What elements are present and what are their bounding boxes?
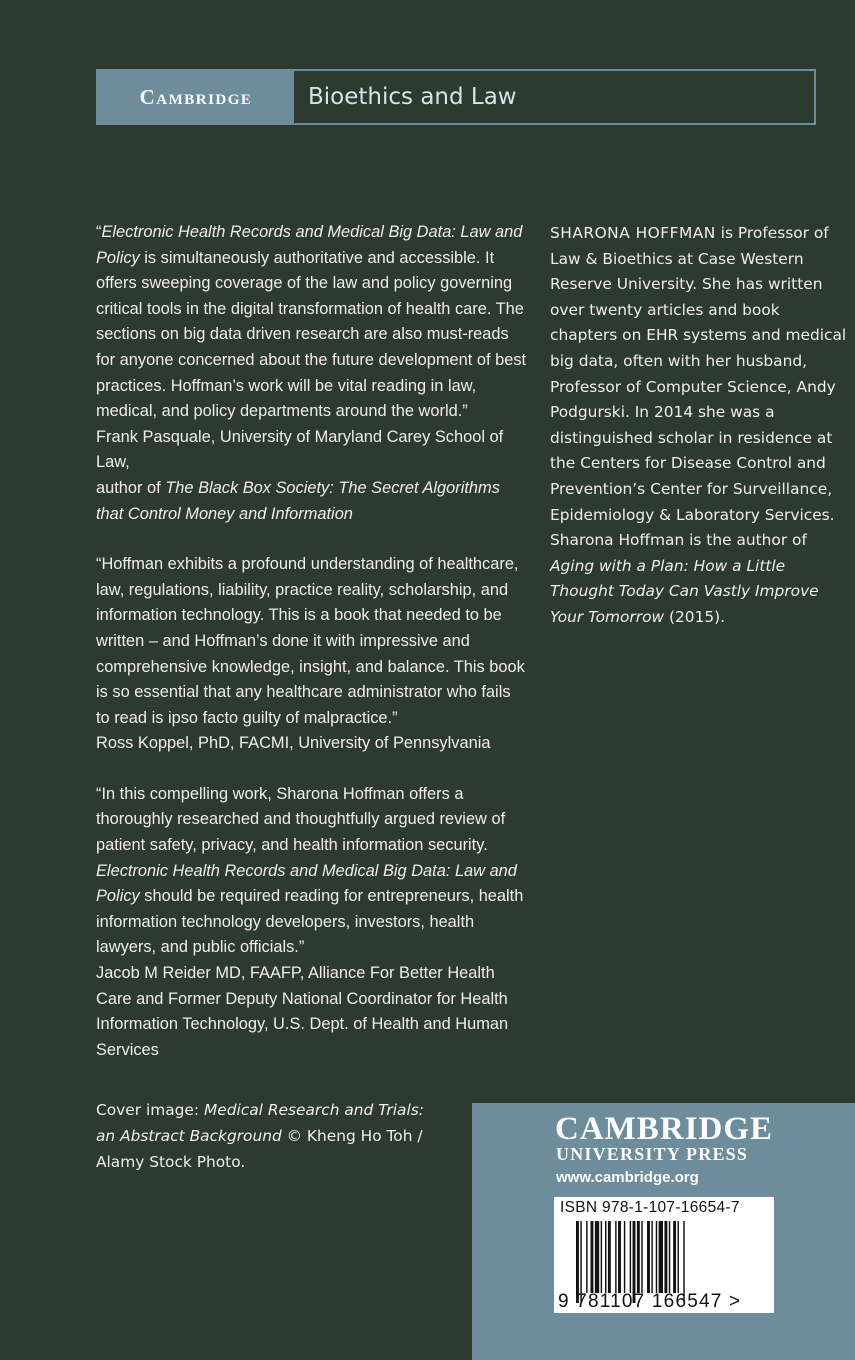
endorsement-3-book-title: Electronic Health Records and Medical Big Data: Law and Policy — [96, 861, 517, 906]
publisher-logo-name: CAMBRIDGE — [555, 1111, 774, 1147]
endorsement-3-quote-end: should be required reading for entrepreneurs, health information technology developers, investors, health lawyers, and public officials.” — [96, 887, 524, 957]
author-other-book: Aging with a Plan: How a Little Thought Today Can Vastly Improve Your Tomorrow — [550, 556, 819, 626]
endorsement-3-quote-start: “In this compelling work, Sharona Hoffman offers a thoroughly researched and thoughtfully argued review of patient safety, privacy, and health information security. — [96, 784, 506, 855]
endorsement-1-attribution-book: The Black Box Society: The Secret Algorithms that Control Money and Information — [96, 478, 500, 523]
series-name: Bioethics and Law — [308, 84, 517, 110]
publisher-panel — [472, 1103, 855, 1360]
endorsement-1-attribution: Frank Pasquale, University of Maryland Carey School of Law, — [96, 427, 504, 472]
endorsement-3-attribution: Jacob M Reider MD, FAAFP, Alliance For Better Health Care and Former Deputy National Coordinator for Health Information Technology, U.S. Dept. of Health and Human Services — [96, 964, 509, 1059]
endorsement-3 — [96, 782, 528, 1064]
author-bio-text: is Professor of Law & Bioethics at Case Western Reserve University. She has written over twenty articles and book chapters on EHR systems and medical big data, often with her husband, Professor of Computer Science, Andy Podgurski. In 2014 she was a distinguished scholar in residence at the Centers for Disease Control and Prevention’s Center for Surveillance, Epidemiology & Laboratory Services. Sharona Hoffman is the author of — [550, 224, 847, 550]
barcode-digits: 9 781107 166547 > — [558, 1291, 742, 1312]
endorsement-1-quote-open: “ — [96, 223, 102, 241]
endorsement-1-book-title: Electronic Health Records and Medical Big Data: Law and Policy — [96, 223, 523, 267]
endorsement-1-quote: is simultaneously authoritative and accessible. It offers sweeping coverage of the law and policy governing critical tools in the digital transformation of health care. The sections on big data driven research are also must-reads for anyone concerned about the future development of best practices. Hoffman’s work will be vital reading in law, medical, and policy departments around the world.” — [96, 248, 527, 421]
endorsement-1-attribution-prefix: author of — [96, 478, 166, 497]
isbn-label: ISBN 978-1-107-16654-7 — [560, 1199, 740, 1216]
author-bio-tail: (2015). — [664, 607, 726, 626]
barcode-block — [554, 1197, 774, 1313]
credit-prefix: Cover image: — [96, 1101, 204, 1119]
cover-image-credit — [96, 1097, 436, 1175]
endorsement-1 — [96, 220, 528, 527]
publisher-logo-press: UNIVERSITY PRESS — [556, 1144, 749, 1164]
series-brand-logo: Cambridge — [98, 71, 294, 123]
author-bio — [550, 221, 850, 631]
credit-image-title: Medical Research and Trials: an Abstract Background — [96, 1101, 424, 1145]
credit-suffix: © Kheng Ho Toh / Alamy Stock Photo. — [96, 1127, 423, 1171]
endorsement-2 — [96, 552, 528, 757]
series-banner — [96, 69, 816, 125]
endorsement-2-attribution: Ross Koppel, PhD, FACMI, University of Pennsylvania — [96, 734, 491, 753]
endorsements-column — [96, 220, 528, 1088]
endorsement-2-quote: “Hoffman exhibits a profound understanding of healthcare, law, regulations, liability, practice reality, scholarship, and information technology. This is a book that needed to be written – and Hoffman’s done it with impressive and comprehensive knowledge, insight, and balance. This book is so essential that any healthcare administrator who fails to read is ipso facto guilty of malpractice.” — [96, 555, 525, 727]
author-name: SHARONA HOFFMAN — [550, 224, 716, 242]
publisher-website[interactable]: www.cambridge.org — [556, 1169, 699, 1186]
